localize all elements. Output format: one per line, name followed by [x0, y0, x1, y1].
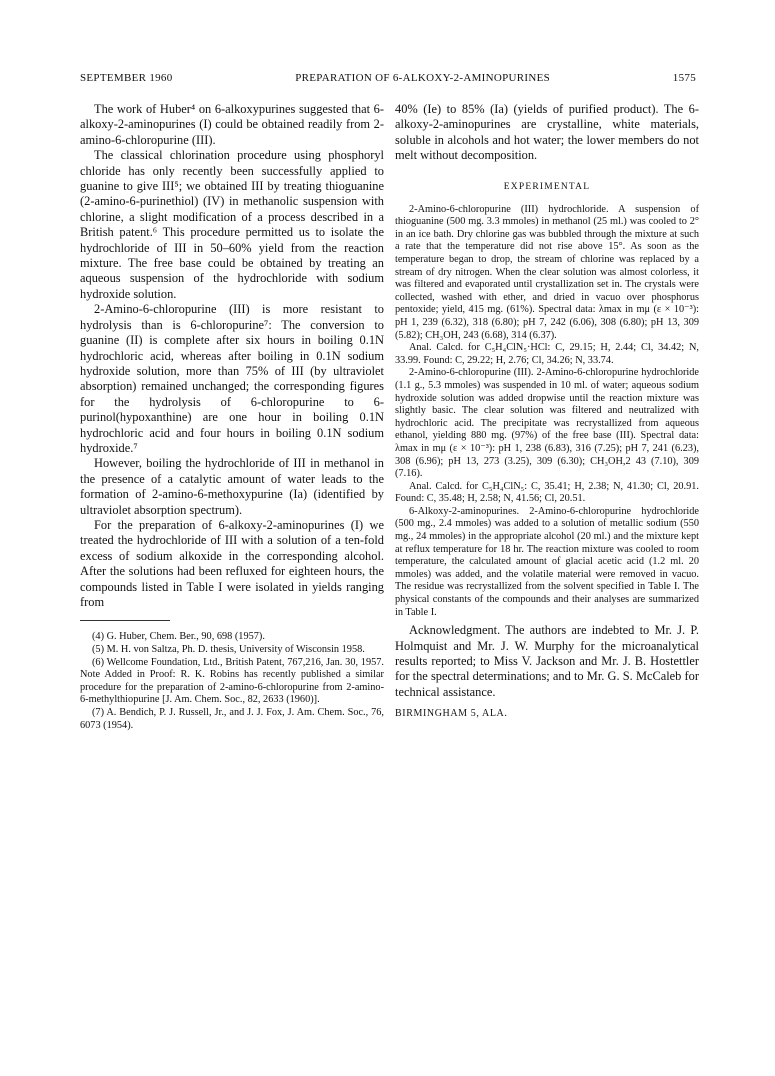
experimental-hydrochloride: 2-Amino-6-chloropurine (III) hydrochloride. A suspension of thioguanine (500 mg. 3.3 mmoles) in methanol (25 ml.) was cooled to 2° in an ice bath. Dry chlorine gas was bubbled through the mixture at such a rate that the temperature did not rise above 15°. As soon as the temperature began to drop, the stream of chlorine was replaced by a stream of dry nitrogen. When the clear solution was almost colorless, it was filtered and evaporated until crystallization set in. The crystals were collected, washed with ether, and dried in vacuo over phosphorus pentoxide; yield, 415 mg. (61%). Spectral data: λmax in mμ (ε × 10⁻³): pH 1, 239 (6.32), 318 (6.80); pH 7, 242 (6.06), 308 (6.80); pH 13, 309 (5.82); CH₃OH, 243 (6.68), 314 (6.37). — [395, 203, 699, 341]
section-heading-experimental: EXPERIMENTAL — [503, 181, 591, 192]
page-number: 1575 — [672, 72, 696, 84]
footnote-4: (4) G. Huber, Chem. Ber., 90, 698 (1957). — [92, 631, 265, 643]
footnote-5: (5) M. H. von Saltza, Ph. D. thesis, University of Wisconsin 1958. — [92, 644, 365, 655]
footnote-divider — [80, 620, 170, 621]
paragraph-hydrolysis: 2-Amino-6-chloropurine (III) is more resistant to hydrolysis than is 6-chloropurine⁷: The conversion to guanine (II) is complete after six hours in boiling 0.1N hydrochloric acid, whereas after boiling in 0.1N sodium hydroxide solution, more than 75% of III (by ultraviolet absorption) remained unchanged; the corresponding figures for the hydrolysis of 6-chloropurine to 6-purinol(hypoxanthine) are one hour in boiling 0.1N hydrochloric acid and four hours in boiling 0.1N sodium hydroxide.⁷ — [80, 302, 384, 455]
header-date: SEPTEMBER 1960 — [80, 72, 173, 84]
paragraph-chlorination: The classical chlorination procedure using phosphoryl chloride has only recently been successfully applied to guanine to give III⁵; we obtained III by treating thioguanine (2-amino-6-purinethiol) (IV) in methanolic suspension with chlorine, a slight modification of a process described in a British patent.⁶ This procedure permitted us to isolate the hydrochloride of III in 50–60% yield from the reaction mixture. The free base could be obtained by treating an aqueous suspension of the hydrochloride with sodium hydroxide solution. — [80, 148, 384, 301]
affiliation-city: BIRMINGHAM 5, ALA. — [395, 708, 508, 720]
paragraph-intro: The work of Huber⁴ on 6-alkoxypurines suggested that 6-alkoxy-2-aminopurines (I) could be obtained readily from 2-amino-6-chloropurine (III). — [80, 102, 384, 147]
running-header — [80, 72, 696, 84]
experimental-alkoxy: 6-Alkoxy-2-aminopurines. 2-Amino-6-chloropurine hydrochloride (500 mg., 2.4 mmoles) was added to a solution of metallic sodium (550 mg., 24 mmoles) in the appropriate alcohol (20 ml.) and the mixture kept at reflux temperature for 18 hr. The reaction mixture was cooled to room temperature, the calculated amount of glacial acetic acid (1.2 ml. 20 mmoles) was added, and the volatile material were removed in vacuo. The residue was recrystallized from the solvent specified in Table I. The physical constants of the compounds and their analyses are summarized in Table I. — [395, 505, 699, 618]
paragraph-preparation: For the preparation of 6-alkoxy-2-aminopurines (I) we treated the hydrochloride of III with a solution of a ten-fold excess of sodium alkoxide in the corresponding alcohol. After the solutions had been refluxed for eighteen hours, the compounds listed in Table I were isolated in yields ranging from — [80, 517, 384, 609]
header-title: PREPARATION OF 6-ALKOXY-2-AMINOPURINES — [295, 72, 551, 84]
acknowledgment: Acknowledgment. The authors are indebted to Mr. J. P. Holmquist and Mr. J. W. Murphy for the microanalytical results reported; to Miss V. Jackson and Mr. J. B. Hostettler for the spectral determinations; and to Mr. G. S. McCaleb for technical assistance. — [395, 623, 699, 699]
experimental-free-base: 2-Amino-6-chloropurine (III). 2-Amino-6-chloropurine hydrochloride (1.1 g., 5.3 mmoles) was suspended in 10 ml. of water; aqueous sodium hydroxide solution was added dropwise until the reaction mixture was slightly basic. The clear solution was filtered and neutralized with hydrochloric acid. The precipitate was recrystallized from aqueous ethanol, yielding 880 mg. (97%) of the free base (III). Spectral data: λmax in mμ (ε × 10⁻³): pH 1, 238 (6.83), 316 (7.25); pH 7, 241 (6.23), 308 (6.96); pH 13, 273 (3.25), 309 (6.30); CH₃OH,2 43 (7.10), 309 (7.16). — [395, 367, 699, 480]
paragraph-methanol: However, boiling the hydrochloride of III in methanol in the presence of a catalytic amount of water leads to the formation of 2-amino-6-methoxypurine (Ia) (identified by ultraviolet absorption spectrum). — [80, 456, 384, 517]
analysis-free-base: Anal. Calcd. for C₅H₄ClN₅: C, 35.41; H, 2.38; N, 41.30; Cl, 20.91. Found: C, 35.48; H, 2.58; N, 41.56; Cl, 20.51. — [395, 480, 699, 505]
paragraph-yields: 40% (Ie) to 85% (Ia) (yields of purified product). The 6-alkoxy-2-aminopurines are crystalline, white materials, soluble in alcohols and hot water; the lower members do not melt without decomposition. — [395, 102, 699, 163]
analysis-hydrochloride: Anal. Calcd. for C₅H₄ClN₅·HCl: C, 29.15; H, 2.44; Cl, 34.42; N, 33.99. Found: C, 29.22; H, 2.76; Cl, 34.26; N, 33.74. — [395, 342, 699, 366]
footnote-6: (6) Wellcome Foundation, Ltd., British Patent, 767,216, Jan. 30, 1957. Note Added in Proof: R. K. Robins has recently published a similar procedure for the preparation of 2-amino-6-chloropurine from 2-amino-6-methylthiopurine [J. Am. Chem. Soc., 82, 2633 (1960)]. — [80, 656, 384, 706]
footnote-7: (7) A. Bendich, P. J. Russell, Jr., and J. J. Fox, J. Am. Chem. Soc., 76, 6073 (1954). — [80, 706, 384, 731]
left-column — [80, 102, 384, 732]
right-column — [395, 102, 699, 719]
